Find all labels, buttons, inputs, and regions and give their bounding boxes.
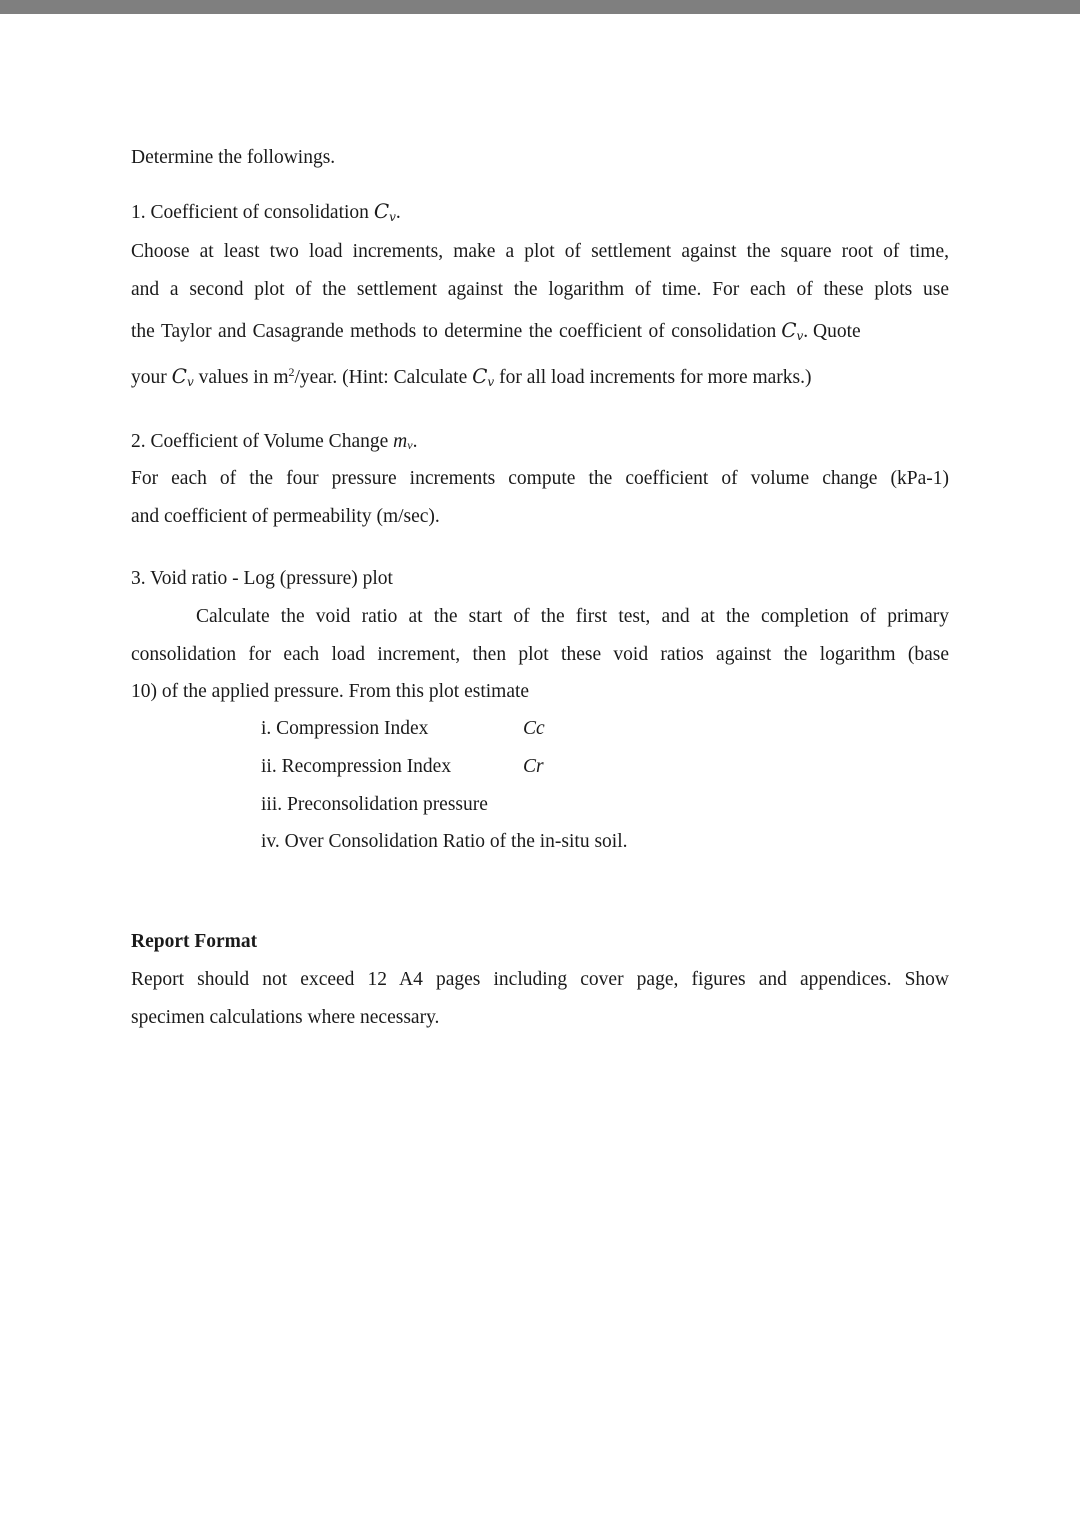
section-1-heading-text: 1. Coefficient of consolidation: [131, 202, 369, 223]
section-1-paragraph-line-1: Choose at least two load increments, make a plot of settlement against the square root of time,: [131, 241, 949, 262]
report-paragraph-line-1: Report should not exceed 12 A4 pages including cover page, figures and appendices. Show: [131, 969, 949, 990]
section-2-paragraph-line-2: and coefficient of permeability (m/sec).: [131, 506, 440, 527]
section-1-paragraph-line-3: the Taylor and Casagrande methods to determine the coefficient of consolidation $C_v$. Quote: [131, 318, 861, 343]
section-3-paragraph-line-3: 10) of the applied pressure. From this plot estimate: [131, 681, 530, 702]
cv-symbol: $C_v$: [781, 318, 804, 343]
list-item: i. Compression Index: [261, 718, 429, 739]
cv-symbol: $C_v$: [171, 364, 194, 389]
section-1-paragraph-line-4: your $C_v$ values in $m^2$/year. (Hint: Calculate $C_v$ for all load increments for more marks.): [131, 364, 812, 389]
intro-text: Determine the followings.: [131, 147, 336, 168]
cv-symbol: $C_v$: [373, 199, 396, 224]
section-3-paragraph-line-2: consolidation for each load increment, then plot these void ratios against the logarithm (base: [131, 644, 949, 665]
section-1-heading: 1. Coefficient of consolidation $C_v$.: [131, 199, 401, 224]
list-item: iv. Over Consolidation Ratio of the in-situ soil.: [261, 831, 628, 852]
report-paragraph-line-2: specimen calculations where necessary.: [131, 1007, 440, 1028]
report-format-heading: Report Format: [131, 931, 258, 952]
section-3-paragraph-line-1: Calculate the void ratio at the start of the first test, and at the completion of primary: [196, 606, 949, 627]
top-bar: [0, 0, 1080, 14]
section-2-paragraph-line-1: For each of the four pressure increments compute the coefficient of volume change (kPa-1): [131, 468, 949, 489]
compression-index-symbol: Cc: [523, 718, 545, 739]
section-2-heading: 2. Coefficient of Volume Change $m_v$.: [131, 431, 418, 452]
recompression-index-symbol: Cr: [523, 756, 544, 777]
cv-symbol: $C_v$: [472, 364, 495, 389]
list-item: iii. Preconsolidation pressure: [261, 794, 488, 815]
section-1-paragraph-line-2: and a second plot of the settlement against the logarithm of time. For each of these plots use: [131, 279, 949, 300]
mv-symbol: $m_v$: [393, 431, 413, 452]
section-3-heading: 3. Void ratio - Log (pressure) plot: [131, 568, 393, 589]
list-item: ii. Recompression Index: [261, 756, 452, 777]
